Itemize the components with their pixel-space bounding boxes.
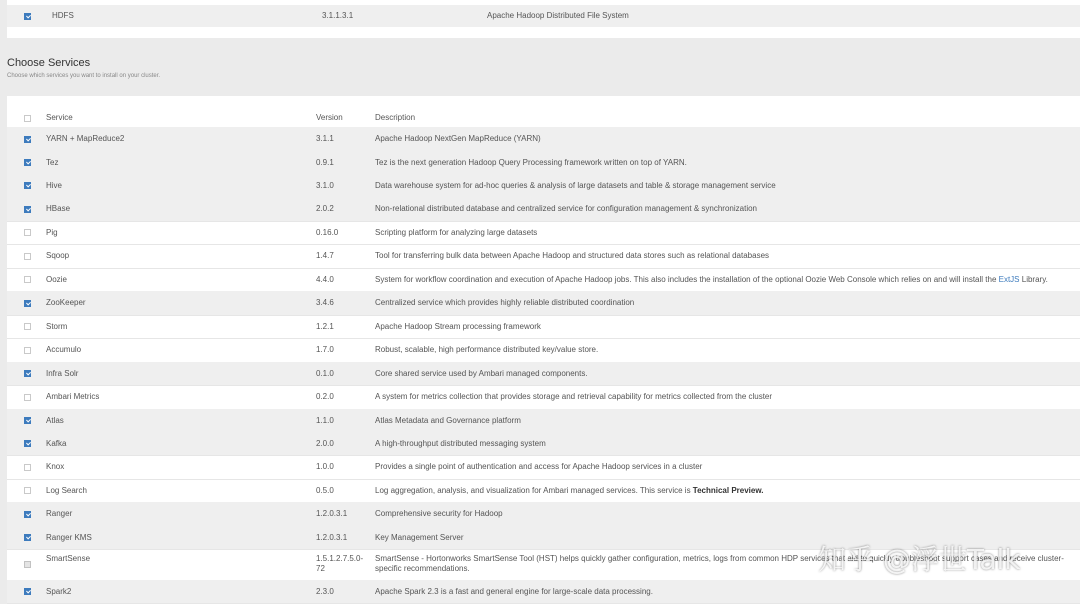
service-version: 0.2.0 <box>316 392 334 401</box>
service-description <box>375 369 1070 379</box>
service-checkbox[interactable] <box>24 534 31 541</box>
service-version: 1.1.0 <box>316 415 334 425</box>
header-description: Description <box>375 113 416 122</box>
service-description-text: Atlas Metadata and Governance platform <box>375 415 521 425</box>
service-description <box>375 181 1070 191</box>
service-checkbox[interactable] <box>24 487 31 494</box>
service-version: 1.4.7 <box>316 251 334 260</box>
service-version: 1.2.1 <box>316 321 334 331</box>
service-checkbox[interactable] <box>24 347 31 354</box>
service-description-tail: Library. <box>1019 274 1048 284</box>
service-version: 1.0.0 <box>316 462 334 471</box>
service-checkbox[interactable] <box>24 588 31 595</box>
service-description-text: Tez is the next generation Hadoop Query Processing framework written on top of YARN. <box>375 157 687 167</box>
service-version: 0.1.0 <box>316 368 334 378</box>
service-description-text: Apache Hadoop Stream processing framework <box>375 321 541 331</box>
service-description-text: SmartSense - Hortonworks SmartSense Tool (HST) helps quickly gather configuration, metrics, logs from common HDP services that aid to quickly troubleshoot support cases and receive cluster-specific recommendations. <box>375 554 1064 573</box>
service-name: Log Search <box>46 485 87 495</box>
service-name: HBase <box>46 204 71 213</box>
service-version: 3.1.0 <box>316 180 334 190</box>
service-checkbox[interactable] <box>24 464 31 471</box>
service-description-text: A high-throughput distributed messaging system <box>375 438 546 448</box>
service-version: 0.9.1 <box>316 157 334 167</box>
service-checkbox[interactable] <box>24 561 31 568</box>
service-description-text: Centralized service which provides highly reliable distributed coordination <box>375 298 635 307</box>
service-version: 3.1.1 <box>316 134 334 143</box>
service-description <box>375 134 1070 144</box>
service-name: SmartSense <box>46 554 91 563</box>
service-version: 4.4.0 <box>316 274 334 284</box>
hdfs-version: 3.1.1.3.1 <box>322 11 354 20</box>
service-description-text: Log aggregation, analysis, and visualization for Ambari managed services. This service is <box>375 485 693 495</box>
service-description <box>375 509 1070 519</box>
service-description <box>375 204 1070 214</box>
section-header <box>7 57 160 79</box>
service-description <box>375 486 1070 496</box>
service-version: 1.2.0.3.1 <box>316 532 348 542</box>
service-version: 0.5.0 <box>316 485 334 495</box>
service-description <box>375 275 1070 285</box>
service-checkbox[interactable] <box>24 136 31 143</box>
service-description-text: Comprehensive security for Hadoop <box>375 509 503 518</box>
service-description-text: Apache Spark 2.3 is a fast and general engine for large-scale data processing. <box>375 586 653 596</box>
service-checkbox[interactable] <box>24 300 31 307</box>
service-description-text: System for workflow coordination and execution of Apache Hadoop jobs. This also includes the installation of the optional Oozie Web Console which relies on and will install the <box>375 274 999 284</box>
service-checkbox[interactable] <box>24 182 31 189</box>
service-version: 3.4.6 <box>316 298 334 307</box>
service-description-text: Apache Hadoop NextGen MapReduce (YARN) <box>375 134 541 143</box>
service-checkbox[interactable] <box>24 394 31 401</box>
service-description-text: Tool for transferring bulk data between Apache Hadoop and structured data stores such as relational databases <box>375 251 770 260</box>
service-checkbox[interactable] <box>24 253 31 260</box>
service-name: YARN + MapReduce2 <box>46 134 125 143</box>
extjs-link[interactable]: ExtJS <box>998 274 1020 284</box>
hdfs-row[interactable] <box>7 5 1080 27</box>
table-row[interactable] <box>7 362 1080 386</box>
service-name: Oozie <box>46 274 67 284</box>
service-version: 2.0.2 <box>316 204 334 213</box>
service-description-text: Data warehouse system for ad-hoc queries & analysis of large datasets and table & storage management service <box>375 180 776 190</box>
service-description <box>375 158 1070 168</box>
table-row[interactable] <box>7 315 1080 339</box>
hdfs-description: Apache Hadoop Distributed File System <box>487 11 629 20</box>
service-version: 2.0.0 <box>316 438 334 448</box>
service-name: Storm <box>46 321 68 331</box>
service-name: Pig <box>46 227 58 237</box>
table-row[interactable] <box>7 502 1080 527</box>
service-name: Ranger <box>46 509 73 518</box>
page-title: Choose Services <box>7 57 91 69</box>
service-name: Kafka <box>46 438 67 448</box>
service-name: Infra Solr <box>46 368 79 378</box>
service-checkbox[interactable] <box>24 440 31 447</box>
service-description <box>375 416 1070 426</box>
service-checkbox[interactable] <box>24 511 31 518</box>
table-row[interactable] <box>7 291 1080 316</box>
service-version: 1.2.0.3.1 <box>316 509 348 518</box>
service-version: 2.3.0 <box>316 586 334 596</box>
hdfs-name: HDFS <box>52 11 74 20</box>
service-version: 1.5.1.2.7.5.0-72 <box>316 554 364 573</box>
service-name: Accumulo <box>46 345 82 354</box>
service-description <box>375 251 1070 261</box>
table-row[interactable] <box>7 127 1080 152</box>
table-row[interactable] <box>7 432 1080 456</box>
service-name: Atlas <box>46 415 64 425</box>
service-checkbox[interactable] <box>24 229 31 236</box>
hdfs-checkbox[interactable] <box>24 13 31 20</box>
table-row[interactable] <box>7 455 1080 480</box>
service-checkbox[interactable] <box>24 206 31 213</box>
service-name: Sqoop <box>46 251 70 260</box>
service-description-text: A system for metrics collection that provides storage and retrieval capability for metrics collected from the cluster <box>375 392 773 401</box>
table-row[interactable] <box>7 174 1080 198</box>
service-description <box>375 392 1070 402</box>
service-name: Knox <box>46 462 65 471</box>
service-description-text: Provides a single point of authentication and access for Apache Hadoop services in a cluster <box>375 462 703 471</box>
service-name: Hive <box>46 180 63 190</box>
table-row[interactable] <box>7 338 1080 363</box>
service-description-text: Scripting platform for analyzing large datasets <box>375 227 538 237</box>
service-name: ZooKeeper <box>46 298 86 307</box>
service-name: Ambari Metrics <box>46 392 100 401</box>
service-checkbox[interactable] <box>24 323 31 330</box>
service-checkbox[interactable] <box>24 417 31 424</box>
service-checkbox[interactable] <box>24 370 31 377</box>
table-row[interactable] <box>7 151 1080 175</box>
service-version: 0.16.0 <box>316 227 339 237</box>
service-description <box>375 322 1070 332</box>
service-description-text: Non-relational distributed database and centralized service for configuration management & synchronization <box>375 204 757 213</box>
service-description-text: Key Management Server <box>375 532 464 542</box>
service-checkbox[interactable] <box>24 159 31 166</box>
table-row[interactable] <box>7 580 1080 604</box>
table-row[interactable] <box>7 385 1080 410</box>
service-checkbox[interactable] <box>24 276 31 283</box>
table-row[interactable] <box>7 409 1080 433</box>
service-description <box>375 345 1070 355</box>
service-description <box>375 462 1070 472</box>
service-description-text: Core shared service used by Ambari managed components. <box>375 368 588 378</box>
page-subtitle: Choose which services you want to install on your cluster. <box>7 73 161 79</box>
service-description-text: Robust, scalable, high performance distributed key/value store. <box>375 345 599 354</box>
table-row[interactable] <box>7 221 1080 245</box>
service-description <box>375 439 1070 449</box>
service-name: Ranger KMS <box>46 532 92 542</box>
service-description <box>375 228 1070 238</box>
service-description <box>375 587 1070 597</box>
service-name: Tez <box>46 157 59 167</box>
select-all-checkbox[interactable] <box>24 115 31 122</box>
header-version: Version <box>316 113 343 122</box>
table-header <box>7 109 1080 128</box>
table-row[interactable] <box>7 197 1080 222</box>
table-row[interactable] <box>7 479 1080 503</box>
watermark: 知乎 @浮世Talk <box>818 543 1021 576</box>
header-service: Service <box>46 113 73 122</box>
table-row[interactable] <box>7 268 1080 292</box>
service-description <box>375 298 1070 308</box>
table-row[interactable] <box>7 244 1080 269</box>
service-name: Spark2 <box>46 586 72 596</box>
services-table <box>7 96 1080 602</box>
selected-stack-panel <box>7 0 1080 38</box>
service-version: 1.7.0 <box>316 345 334 354</box>
technical-preview-label: Technical Preview. <box>692 485 764 495</box>
